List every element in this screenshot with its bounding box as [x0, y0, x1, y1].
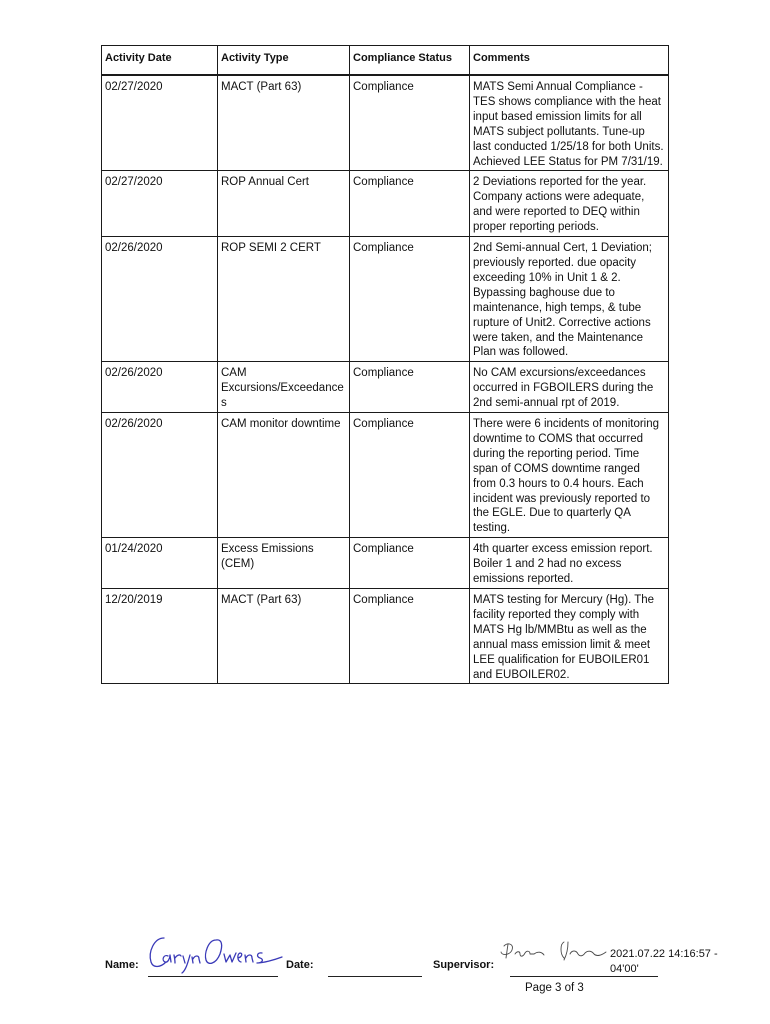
cell-date: 12/20/2019	[102, 589, 218, 684]
cell-date: 02/26/2020	[102, 237, 218, 362]
cell-status: Compliance	[350, 538, 470, 589]
page-number: Page 3 of 3	[525, 982, 584, 994]
digital-signature-timestamp	[610, 947, 718, 977]
cell-comments: 2 Deviations reported for the year. Company actions were adequate, and were reported to DEQ within proper reporting periods.	[470, 171, 669, 237]
table-row	[102, 589, 669, 684]
activity-table	[101, 45, 669, 684]
cell-type: CAM Excursions/Exceedances	[218, 362, 350, 413]
table-row	[102, 171, 669, 237]
cell-type: MACT (Part 63)	[218, 589, 350, 684]
cell-status: Compliance	[350, 237, 470, 362]
header-comments: Comments	[470, 46, 669, 76]
name-signature	[146, 930, 286, 974]
cell-comments: No CAM excursions/exceedances occurred in FGBOILERS during the 2nd semi-annual rpt of 2019.	[470, 362, 669, 413]
header-activity-type: Activity Type	[218, 46, 350, 76]
cell-comments: MATS testing for Mercury (Hg). The facility reported they comply with MATS Hg lb/MMBtu as well as the annual mass emission limit & meet LEE qualification for EUBOILER01 and EUBOILER02.	[470, 589, 669, 684]
table-row	[102, 237, 669, 362]
date-line	[328, 976, 422, 977]
cell-comments: There were 6 incidents of monitoring downtime to COMS that occurred during the reporting period. Time span of COMS downtime ranged from 0.3 hours to 0.4 hours. Each incident was previously reported to the EGLE. Due to quarterly QA testing.	[470, 413, 669, 538]
cell-comments: 2nd Semi-annual Cert, 1 Deviation; previously reported. due opacity exceeding 10% in Unit 1 & 2. Bypassing baghouse due to maintenance, high temps, & tube rupture of Unit2. Corrective actions were taken, and the Maintenance Plan was followed.	[470, 237, 669, 362]
cell-type: Excess Emissions (CEM)	[218, 538, 350, 589]
cell-status: Compliance	[350, 75, 470, 171]
supervisor-signature	[498, 936, 610, 970]
date-label: Date:	[286, 959, 314, 971]
cell-date: 02/26/2020	[102, 413, 218, 538]
table-row	[102, 538, 669, 589]
name-signature-line	[148, 976, 278, 977]
header-activity-date: Activity Date	[102, 46, 218, 76]
name-label: Name:	[105, 959, 139, 971]
supervisor-label: Supervisor:	[433, 959, 495, 971]
cell-status: Compliance	[350, 589, 470, 684]
cell-status: Compliance	[350, 362, 470, 413]
digital-signature-tz: 04'00'	[610, 963, 639, 975]
cell-date: 02/27/2020	[102, 75, 218, 171]
cell-type: ROP SEMI 2 CERT	[218, 237, 350, 362]
digital-signature-date: 2021.07.22 14:16:57 -	[610, 948, 718, 960]
cell-status: Compliance	[350, 413, 470, 538]
cell-type: CAM monitor downtime	[218, 413, 350, 538]
cell-type: MACT (Part 63)	[218, 75, 350, 171]
table-row	[102, 413, 669, 538]
cell-status: Compliance	[350, 171, 470, 237]
cell-type: ROP Annual Cert	[218, 171, 350, 237]
cell-date: 02/26/2020	[102, 362, 218, 413]
cell-date: 01/24/2020	[102, 538, 218, 589]
cell-comments: 4th quarter excess emission report. Boiler 1 and 2 had no excess emissions reported.	[470, 538, 669, 589]
cell-comments: MATS Semi Annual Compliance - TES shows compliance with the heat input based emission limits for all MATS subject pollutants. Tune-up last conducted 1/25/18 for both Units. Achieved LEE Status for PM 7/31/19.	[470, 75, 669, 171]
table-row	[102, 75, 669, 171]
header-compliance-status: Compliance Status	[350, 46, 470, 76]
table-header-row	[102, 46, 669, 76]
table-row	[102, 362, 669, 413]
cell-date: 02/27/2020	[102, 171, 218, 237]
